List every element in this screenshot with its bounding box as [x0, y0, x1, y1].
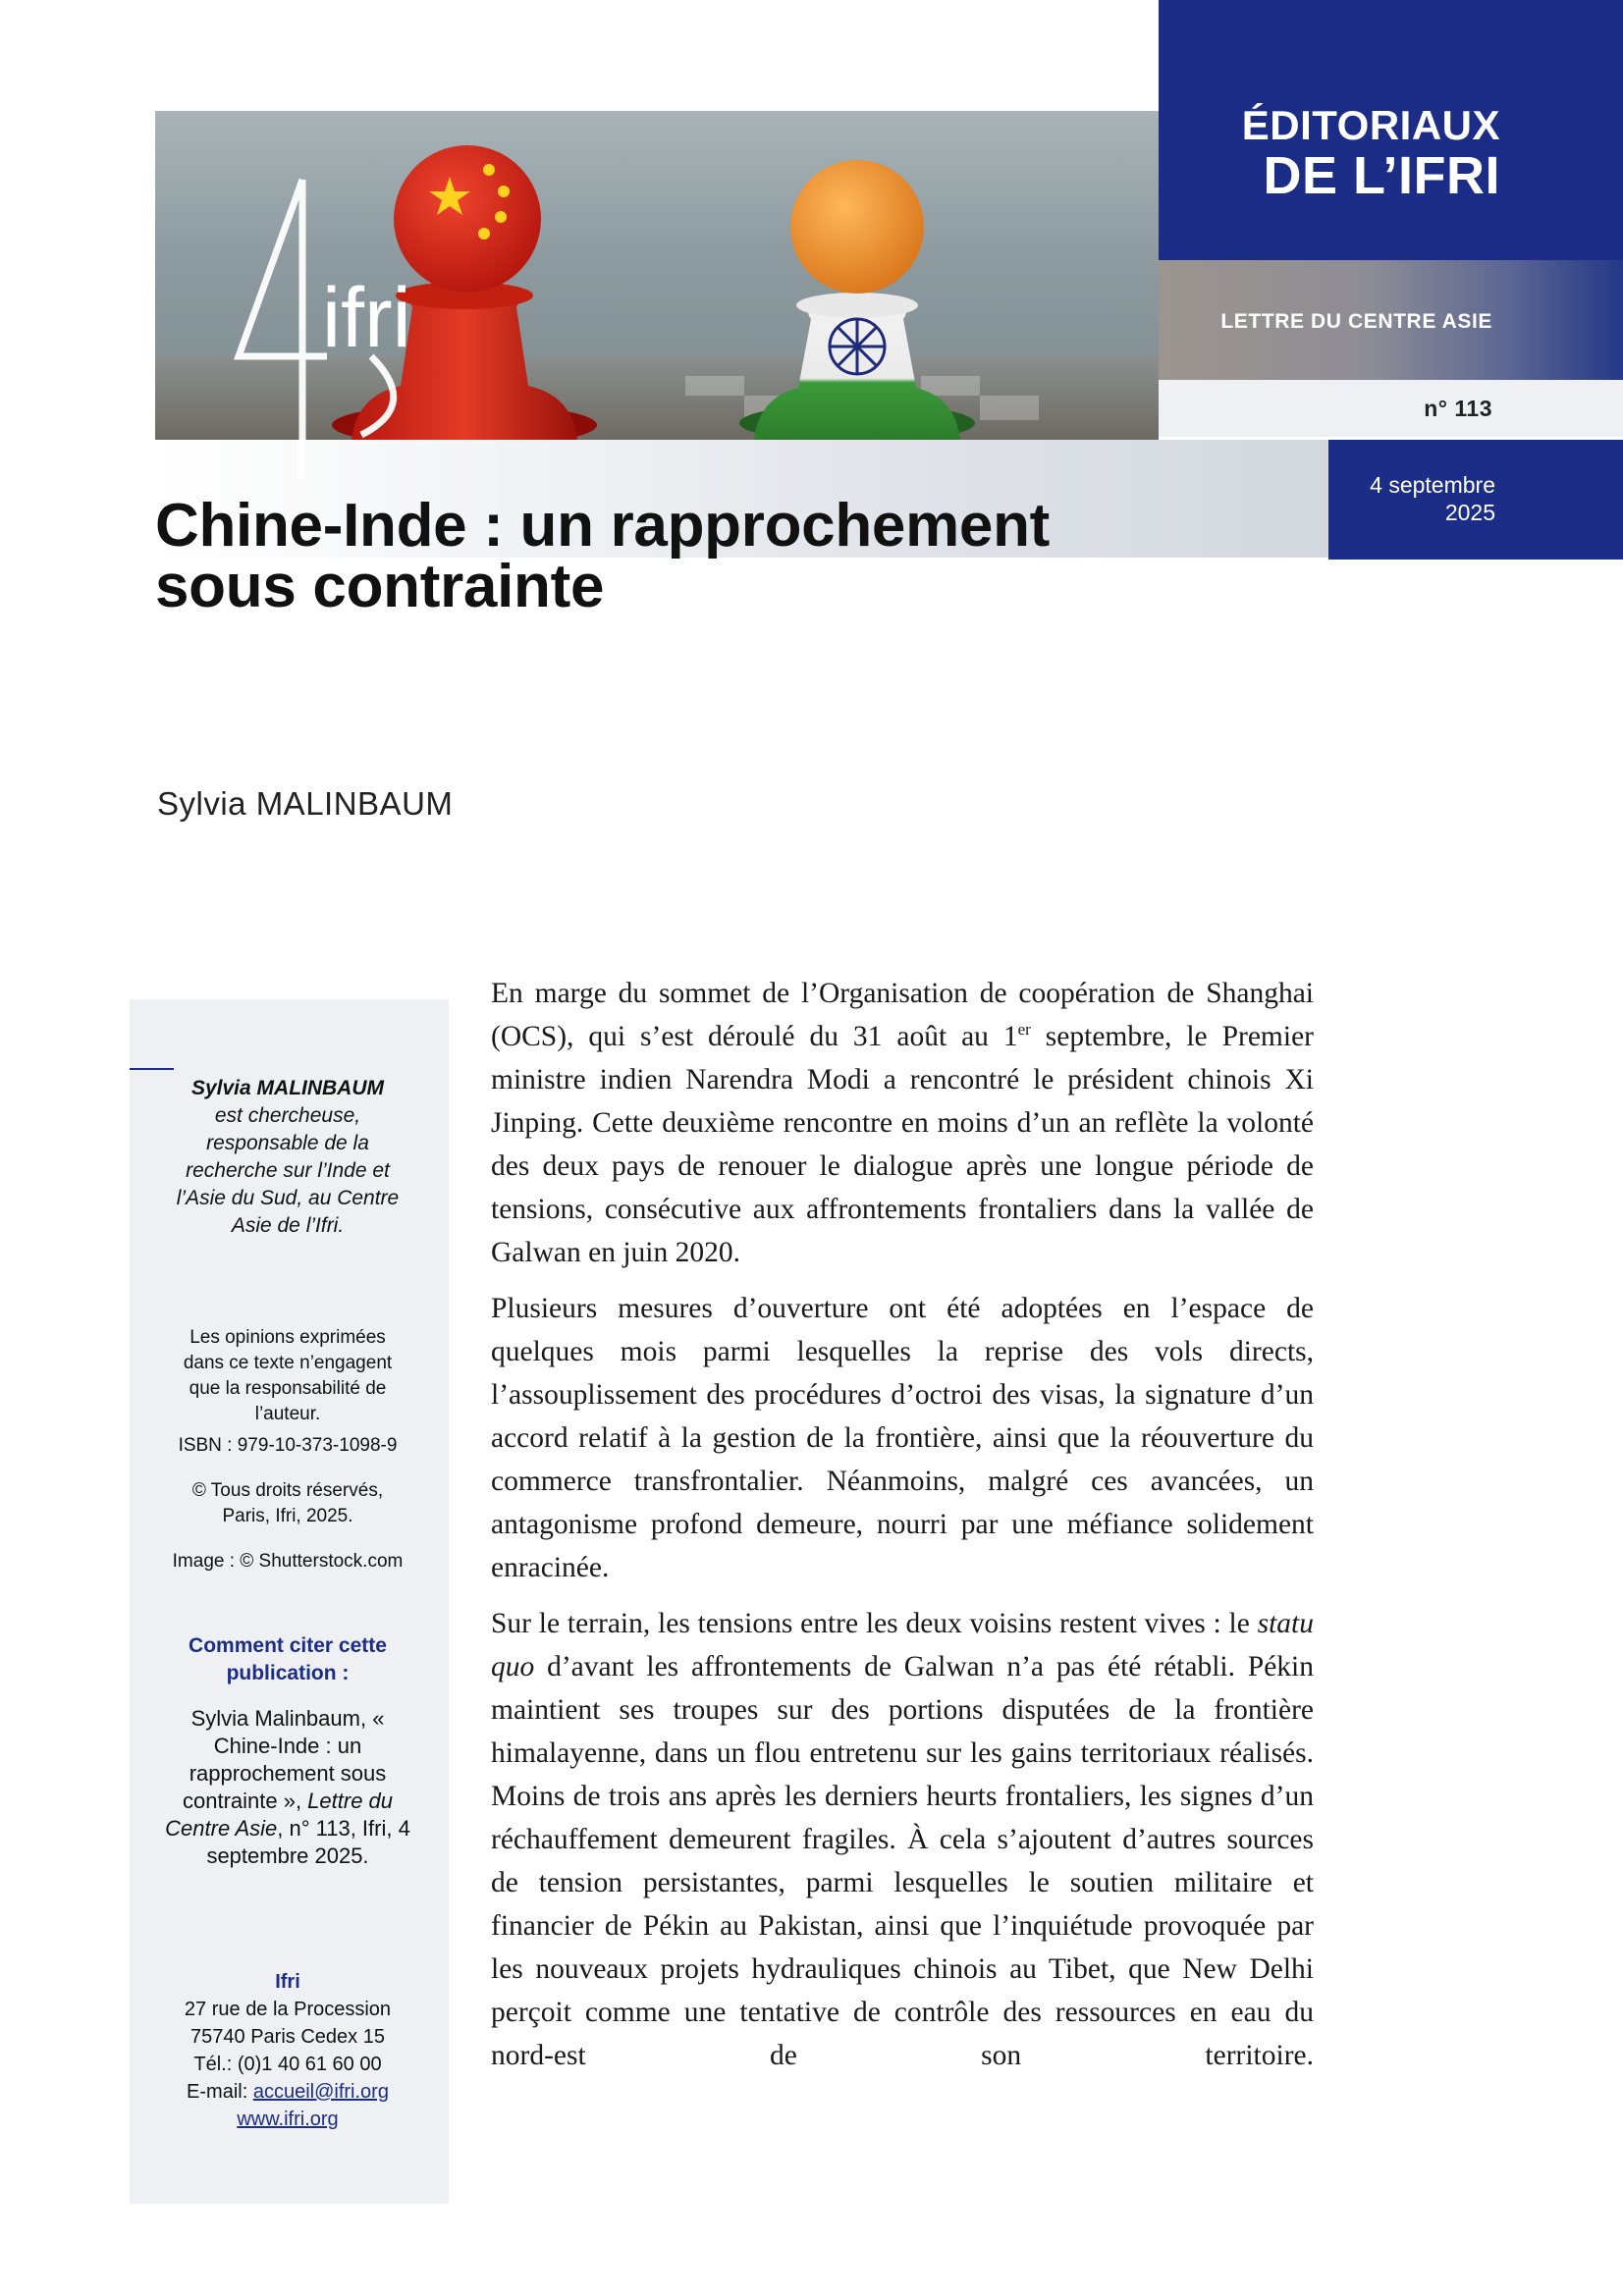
subseries-label: LETTRE DU CENTRE ASIE — [1220, 310, 1492, 333]
isbn: ISBN : 979-10-373-1098-9 — [178, 1435, 398, 1456]
p1-part-a: En marge du sommet de l’Organisation de coopération de Shanghai (OCS), qui s’est déroulé du 31 août au 1 — [491, 978, 1314, 1052]
disclaimer-text: Les opinions exprimées dans ce texte n’engagent que la responsabilité de l’auteur. — [183, 1327, 393, 1424]
page-title — [155, 492, 1235, 620]
bio-name: Sylvia MALINBAUM — [190, 1077, 385, 1099]
publication-date — [1370, 471, 1495, 526]
series-line-2: DE L’IFRI — [1263, 146, 1500, 205]
date-line-2: 2025 — [1444, 500, 1495, 525]
contact-info — [145, 1968, 430, 2133]
disclaimer — [145, 1325, 430, 1427]
email-label: E-mail: — [187, 2081, 253, 2103]
header-image — [155, 111, 1159, 440]
cite-title-text: Comment citer cette publication : — [189, 1634, 387, 1684]
title-line-1: Chine-Inde : un rapprochement — [155, 492, 1051, 560]
p3-part-a: Sur le terrain, les tensions entre les deux voisins restent vives : le — [491, 1608, 1258, 1639]
citation-part-2: , n° 113, Ifri, 4 septembre 2025. — [206, 1816, 410, 1868]
paragraph-1 — [491, 972, 1314, 1274]
paragraph-3 — [491, 1602, 1314, 2077]
bio-text: est chercheuse, responsable de la recherche sur l’Inde et l’Asie du Sud, au Centre Asie de l’Ifri. — [176, 1104, 400, 1237]
email-link[interactable]: accueil@ifri.org — [252, 2081, 389, 2103]
series-title — [1242, 103, 1500, 203]
p1-superscript: er — [1017, 1020, 1031, 1040]
citation-text — [165, 1705, 410, 1870]
copyright — [145, 1478, 430, 1529]
chess-pawns-illustration — [155, 111, 1159, 440]
p3-italic: statu quo — [491, 1608, 1314, 1682]
p3-part-b: d’avant les affrontements de Galwan n’a pas été rétabli. Pékin maintient ses troupes sur des portions disputées de la frontière himalayenne, dans un flou entretenu sur les gains territoriaux réalisés. Moins de trois ans après les derniers heurts frontaliers, les signes d’un réchauffement demeurent fragiles. À cela s’ajoutent d’autres sources de tension persistantes, parmi lesquelles le soutien militaire et financier de Pékin au Pakistan, ainsi que l’inquiétude provoquée par les nouveaux projets hydrauliques chinois au Tibet, que New Delhi perçoit comme une tentative de contrôle des ressources en eau du nord-est de son territoire. — [491, 1651, 1314, 2071]
citation-part-1: Sylvia Malinbaum, « Chine-Inde : un rapprochement sous contrainte », — [182, 1706, 387, 1813]
ashoka-chakra-icon — [830, 319, 885, 374]
date-line-1: 4 septembre — [1370, 472, 1495, 498]
paragraph-2: Plusieurs mesures d’ouverture ont été adoptées en l’espace de quelques mois parmi lesquelles la reprise des vols directs, l’assouplissement des procédures d’octroi des visas, la signature d’un accord relatif à la gestion de la frontière, ainsi que la réouverture du commerce transfrontalier. Néanmoins, malgré ces avancées, un antagonisme profond demeure, nourri par une méfiance solidement enracinée. — [491, 1293, 1314, 1583]
image-credit: Image : © Shutterstock.com — [172, 1551, 404, 1572]
phone: Tél.: (0)1 40 61 60 00 — [193, 2054, 382, 2075]
issue-number: n° 113 — [1424, 396, 1492, 421]
sidebar-rule — [130, 1068, 174, 1070]
p1-part-b: septembre, le Premier ministre indien Narendra Modi a rencontré le président chinois Xi Jinping. Cette deuxième rencontre en moins d’un an reflète la volonté des deux pays de renouer le dialogue après une longue période de tensions, consécutive aux affrontements frontaliers dans la vallée de Galwan en juin 2020. — [491, 1021, 1314, 1268]
series-line-1: ÉDITORIAUX — [1241, 102, 1500, 148]
address-line-2: 75740 Paris Cedex 15 — [190, 2026, 385, 2048]
article-body — [491, 972, 1314, 2090]
citation — [145, 1705, 430, 1870]
address-line-1: 27 rue de la Procession — [184, 1999, 392, 2020]
author-bio — [145, 1075, 430, 1240]
copyright-text: © Tous droits réservés, Paris, Ifri, 2025. — [191, 1480, 384, 1526]
title-line-2: sous contrainte — [155, 553, 605, 620]
website-link[interactable]: www.ifri.org — [237, 2109, 339, 2130]
cite-title — [145, 1632, 430, 1687]
email-line — [145, 2078, 430, 2106]
ifri-logo-text: ifri — [322, 271, 411, 365]
citation-journal: Lettre du Centre Asie — [165, 1789, 394, 1841]
number-band — [1159, 380, 1623, 437]
author-name: Sylvia MALINBAUM — [157, 785, 454, 822]
org-name: Ifri — [275, 1971, 300, 1993]
